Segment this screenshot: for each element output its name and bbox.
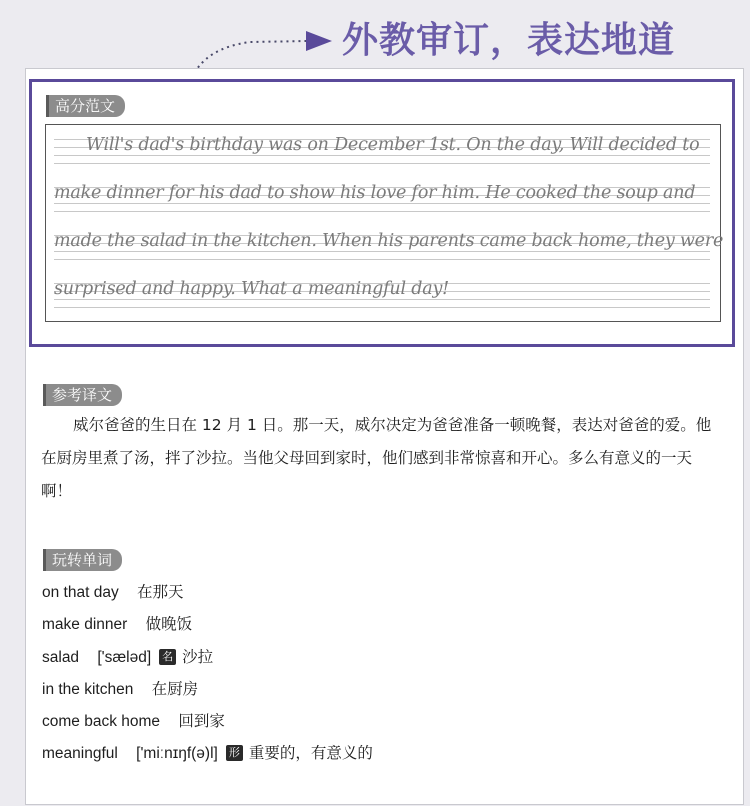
essay-line: make dinner for his dad to show his love for him. He cooked the soup and <box>54 183 696 203</box>
vocab-meaning: 做晚饭 <box>145 616 193 634</box>
vocab-word: salad <box>42 648 80 666</box>
banner-title: 外教审订，表达地道 <box>342 20 676 61</box>
translation-tag: 参考译文 <box>43 384 122 406</box>
model-essay-frame <box>29 79 735 347</box>
vocab-word: in the kitchen <box>42 680 134 698</box>
vocab-word: meaningful <box>42 745 118 763</box>
worksheet-page <box>25 68 744 805</box>
vocab-phonetic: ['sæləd] <box>97 648 152 666</box>
essay-line: surprised and happy. What a meaningful day! <box>54 279 450 299</box>
translation-text <box>41 409 721 508</box>
vocab-word: come back home <box>42 713 161 731</box>
vocabulary-list <box>42 577 722 771</box>
vocabulary-tag: 玩转单词 <box>43 549 122 571</box>
part-of-speech-badge: 形 <box>226 745 243 761</box>
vocab-item <box>42 674 722 706</box>
vocab-item <box>42 738 722 770</box>
handwriting-box <box>45 124 724 322</box>
vocab-item <box>42 577 722 609</box>
vocab-meaning: 在那天 <box>137 584 184 601</box>
vocab-item <box>42 642 722 674</box>
vocab-meaning: 在厨房 <box>151 680 199 698</box>
model-essay-tag: 高分范文 <box>46 95 125 117</box>
vocab-item <box>42 706 722 738</box>
essay-line: Will's dad's birthday was on December 1st. On the day, Will decided to <box>86 135 700 155</box>
vocab-word: on that day <box>42 584 119 601</box>
vocab-item <box>42 609 722 641</box>
translation-body: 威尔爸爸的生日在 12 月 1 日。那一天，威尔决定为爸爸准备一顿晚餐，表达对爸爸的爱。他在厨房里煮了汤，拌了沙拉。当他父母回到家时，他们感到非常惊喜和开心。多么有意义的一天啊！ <box>41 416 712 500</box>
vocab-word: make dinner <box>42 616 128 634</box>
part-of-speech-badge: 名 <box>159 649 176 665</box>
vocab-phonetic: ['miːnɪŋf(ə)l] <box>136 745 218 763</box>
vocab-meaning: 沙拉 <box>182 648 214 666</box>
vocab-meaning: 回到家 <box>178 713 225 731</box>
header-banner <box>0 0 750 70</box>
vocab-meaning: 重要的，有意义的 <box>248 745 373 763</box>
essay-line: made the salad in the kitchen. When his parents came back home, they were <box>54 231 724 251</box>
